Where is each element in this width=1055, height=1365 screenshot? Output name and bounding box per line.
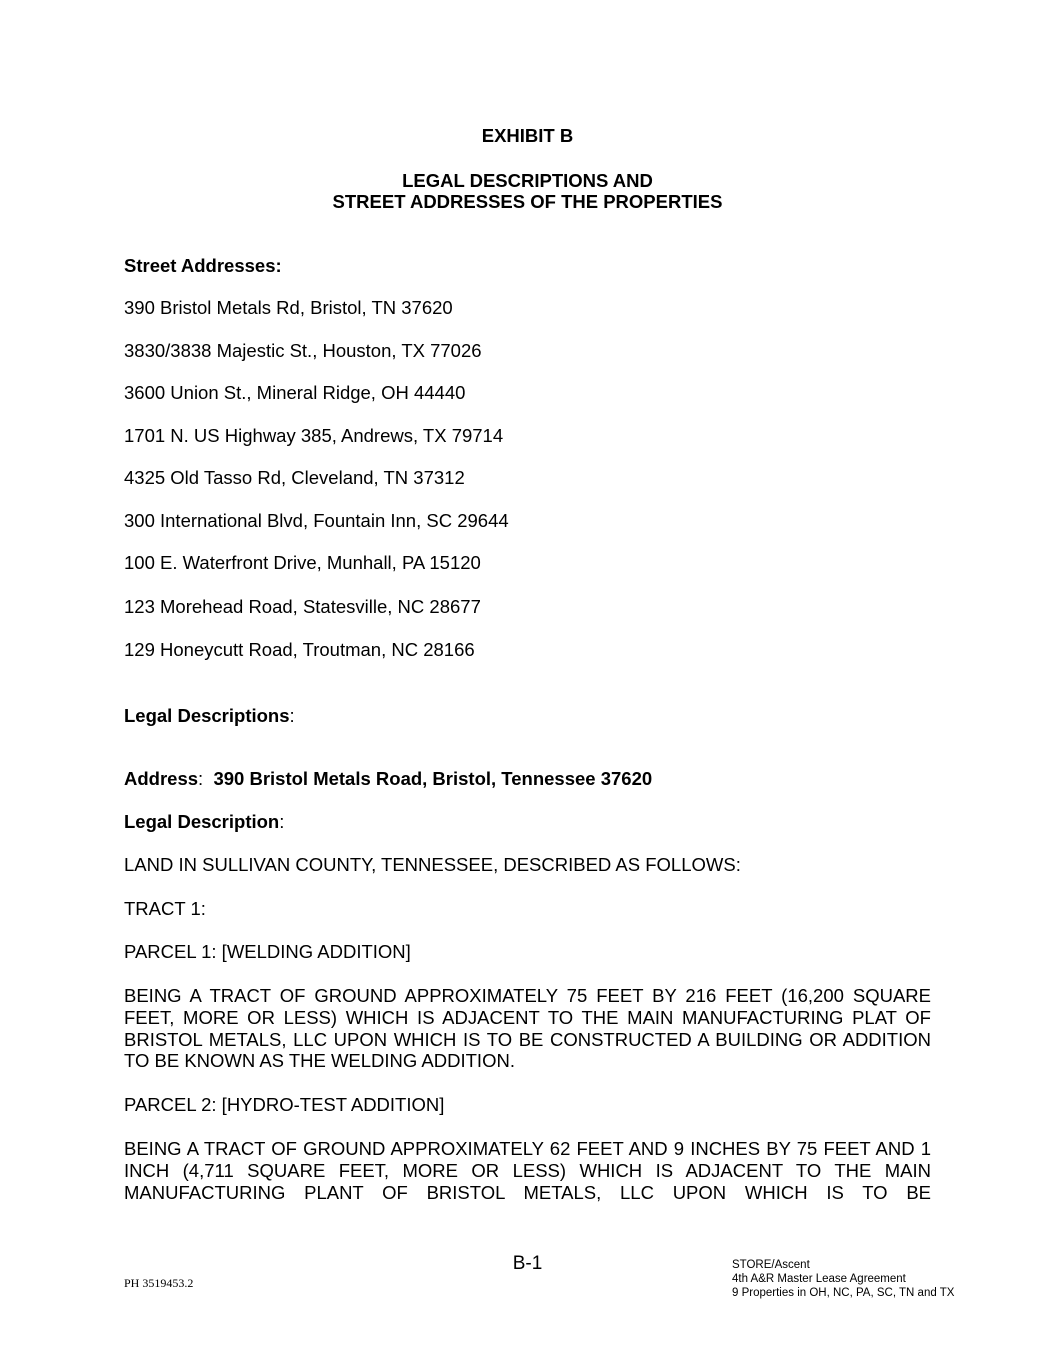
document-id: PH 3519453.2: [124, 1276, 194, 1290]
tract-heading: TRACT 1:: [124, 898, 206, 919]
legal-description-colon: :: [279, 811, 285, 832]
street-address-item: 123 Morehead Road, Statesville, NC 28677: [124, 596, 481, 617]
footer-info-line: STORE/Ascent: [732, 1259, 810, 1271]
title-line-2: STREET ADDRESSES OF THE PROPERTIES: [332, 191, 723, 212]
parcel-2-description: BEING A TRACT OF GROUND APPROXIMATELY 62 FEET AND 9 INCHES BY 75 FEET AND 1 INCH (4,711 SQUARE FEET, MORE OR LESS) WHICH IS ADJACENT TO THE MAIN MANUFACTURING PLANT OF BRISTOL METALS, LLC UPON WHICH IS TO BE: [124, 1138, 931, 1203]
legal-description-heading: [124, 811, 284, 833]
parcel-1-description: BEING A TRACT OF GROUND APPROXIMATELY 75 FEET BY 216 FEET (16,200 SQUARE FEET, MORE OR LESS) WHICH IS ADJACENT TO THE MAIN MANUFACTURING PLAT OF BRISTOL METALS, LLC UPON WHICH IS TO BE CONSTRUCTED A BUILDING OR ADDITION TO BE KNOWN AS THE WELDING ADDITION.: [124, 985, 931, 1072]
property-address-line: [124, 768, 652, 790]
street-address-item: 4325 Old Tasso Rd, Cleveland, TN 37312: [124, 467, 465, 488]
legal-descriptions-heading: [124, 705, 295, 727]
footer-document-info: [732, 1258, 954, 1300]
street-address-item: 300 International Blvd, Fountain Inn, SC 29644: [124, 510, 509, 531]
footer-info-line: 4th A&R Master Lease Agreement: [732, 1273, 906, 1285]
street-address-item: 1701 N. US Highway 385, Andrews, TX 79714: [124, 425, 504, 446]
street-address-item: 3600 Union St., Mineral Ridge, OH 44440: [124, 382, 466, 403]
county-line: LAND IN SULLIVAN COUNTY, TENNESSEE, DESCRIBED AS FOLLOWS:: [124, 854, 741, 875]
parcel-2-heading: PARCEL 2: [HYDRO-TEST ADDITION]: [124, 1094, 445, 1115]
legal-descriptions-heading-colon: :: [289, 705, 295, 726]
street-address-item: 3830/3838 Majestic St., Houston, TX 77026: [124, 340, 482, 361]
street-address-item: 100 E. Waterfront Drive, Munhall, PA 15120: [124, 552, 481, 573]
address-separator: :: [198, 768, 214, 789]
page-number: B-1: [512, 1253, 543, 1274]
title-line-1: LEGAL DESCRIPTIONS AND: [402, 170, 653, 191]
parcel-1-heading: PARCEL 1: [WELDING ADDITION]: [124, 941, 411, 962]
legal-description-label: Legal Description: [124, 811, 280, 832]
legal-descriptions-heading-label: Legal Descriptions: [124, 705, 290, 726]
exhibit-title: EXHIBIT B: [481, 125, 574, 146]
street-address-item: 129 Honeycutt Road, Troutman, NC 28166: [124, 639, 475, 660]
address-label: Address: [124, 768, 199, 789]
footer-info-line: 9 Properties in OH, NC, PA, SC, TN and TX: [732, 1287, 955, 1299]
street-addresses-heading: Street Addresses:: [124, 255, 282, 276]
street-address-item: 390 Bristol Metals Rd, Bristol, TN 37620: [124, 297, 453, 318]
address-value: 390 Bristol Metals Road, Bristol, Tennessee 37620: [213, 768, 653, 789]
